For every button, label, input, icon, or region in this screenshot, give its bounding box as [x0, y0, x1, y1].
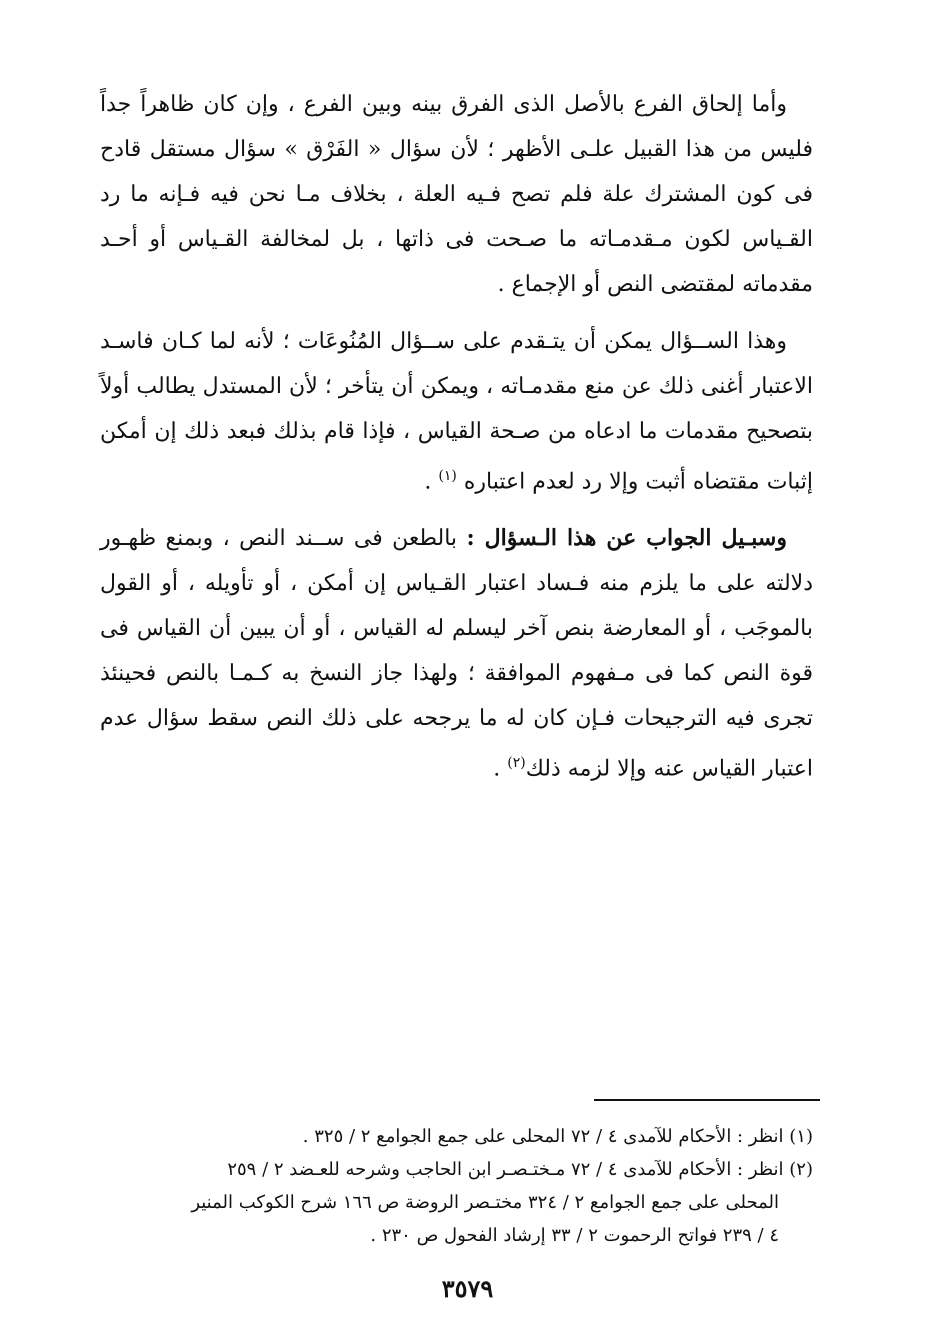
paragraph-1 [100, 82, 813, 307]
paragraph-2 [100, 319, 813, 504]
paragraph-3-lead: وسبـيل الجواب عن هذا الـسؤال : [466, 525, 787, 552]
footnotes [94, 1120, 813, 1252]
footnote-1: (١) انظر : الأحكام للآمدى ٤ / ٧٢ المحلى على جمع الجوامع ٢ / ٣٢٥ . [302, 1126, 813, 1147]
footnote-ref-1: (١) [438, 468, 457, 484]
page-number: ٣٥٧٩ [441, 1274, 494, 1303]
paragraph-3-text: بالطعن فى ســند النص ، وبمنع ظهـور دلالته على ما يلزم منه فـساد اعتبار القـياس إن أمكن ، أو تأويله ، أو القول بالموجَب ، أو المعارضة بنص آخر ليسلم له القياس ، أو أن يبين أن القياس فى قوة النص كما فى مـفهوم الموافقة ؛ ولهذا جاز النسخ به كـمـا بالنص فحينئذ تجرى فيه الترجيحات فـإن كان له ما يرجحه على ذلك النص سقط سؤال عدم اعتبار القياس عنه وإلا لزمه ذلك [100, 526, 813, 782]
footnote-2-line-1: (٢) انظر : الأحكام للآمدى ٤ / ٧٢ مـختـصـر ابن الحاجب وشرحه للعـضد ٢ / ٢٥٩ [227, 1159, 813, 1180]
paragraph-2-end: . [424, 469, 439, 495]
paragraph-3 [100, 516, 813, 791]
paragraph-1-text: وأما إلحاق الفرع بالأصل الذى الفرق بينه وبين الفرع ، وإن كان ظاهراً جداً فليس من هذا القبيل علـى الأظهر ؛ لأن سؤال « الفَرْق » سؤال مستقل قادح فى كون المشترك علة فلم تصح فـيه العلة ، بخلاف مـا نحن فيه فـإنه ما رد القـياس لكون مـقدمـاته ما صـحت فى ذاتها ، بل لمخالفة القـياس أو أحـد مقدماته لمقتضى النص أو الإجماع . [100, 92, 813, 297]
paragraph-2-text: وهذا الســؤال يمكن أن يتـقدم على ســؤال المُنُوعَات ؛ لأنه لما كـان فاسـد الاعتبار أغنى ذلك عن منع مقدمـاته ، ويمكن أن يتأخر ؛ لأن المستدل يطالب أولاً بتصحيح مقدمات ما ادعاه من صـحة القياس ، فإذا قام بذلك فبعد ذلك إن أمكن إثبات مقتضاه أثبت وإلا رد لعدم اعتباره [100, 329, 813, 495]
footnote-divider [594, 1099, 820, 1101]
footnote-2-line-3: ٤ / ٢٣٩ فواتح الرحموت ٢ / ٣٣ إرشاد الفحول ص ٢٣٠ . [370, 1225, 779, 1246]
footnote-2-line-2: المحلى على جمع الجوامع ٢ / ٣٢٤ مختـصر الروضة ص ١٦٦ شرح الكوكب المنير [191, 1192, 779, 1213]
main-text [100, 82, 813, 792]
paragraph-3-end: . [493, 756, 508, 782]
footnote-ref-2: (٢) [507, 755, 526, 772]
